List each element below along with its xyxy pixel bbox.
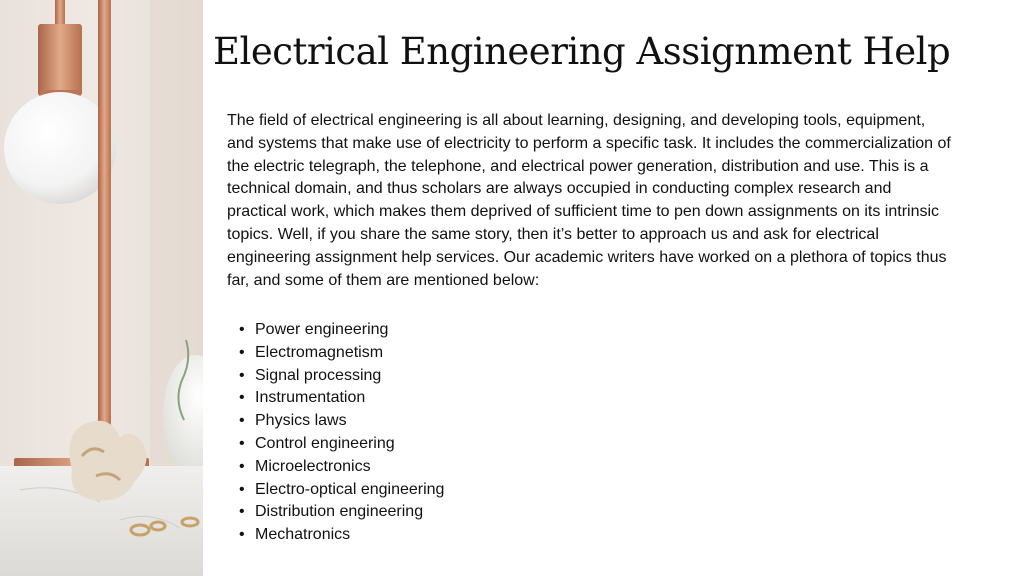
list-item: • Distribution engineering xyxy=(239,501,444,524)
list-item: • Electromagnetism xyxy=(239,342,444,365)
list-item: • Microelectronics xyxy=(239,456,444,479)
lamp-illustration xyxy=(0,0,203,576)
list-item: • Power engineering xyxy=(239,319,444,342)
list-item: • Signal processing xyxy=(239,365,444,388)
lamp-photo xyxy=(0,0,203,576)
list-item: • Mechatronics xyxy=(239,524,444,547)
intro-paragraph: The field of electrical engineering is all about learning, designing, and developing tools, equipment, and systems that make use of electricity to perform a specific task. It includes the commercialization of the electric telegraph, the telephone, and electrical power generation, distribution and use. This is a technical domain, and thus scholars are always occupied in conducting complex research and practical work, which makes them deprived of sufficient time to pen down assignments on its intrinsic topics. Well, if you share the same story, then it’s better to approach us and ask for electrical engineering assignment help services. Our academic writers have worked on a plethora of topics thus far, and some of them are mentioned below: xyxy=(227,112,951,289)
list-item: • Instrumentation xyxy=(239,387,444,410)
list-item: • Control engineering xyxy=(239,433,444,456)
list-item: • Physics laws xyxy=(239,410,444,433)
list-item: • Electro-optical engineering xyxy=(239,479,444,502)
page-title: Electrical Engineering Assignment Help xyxy=(213,30,951,73)
topic-list xyxy=(239,319,444,547)
